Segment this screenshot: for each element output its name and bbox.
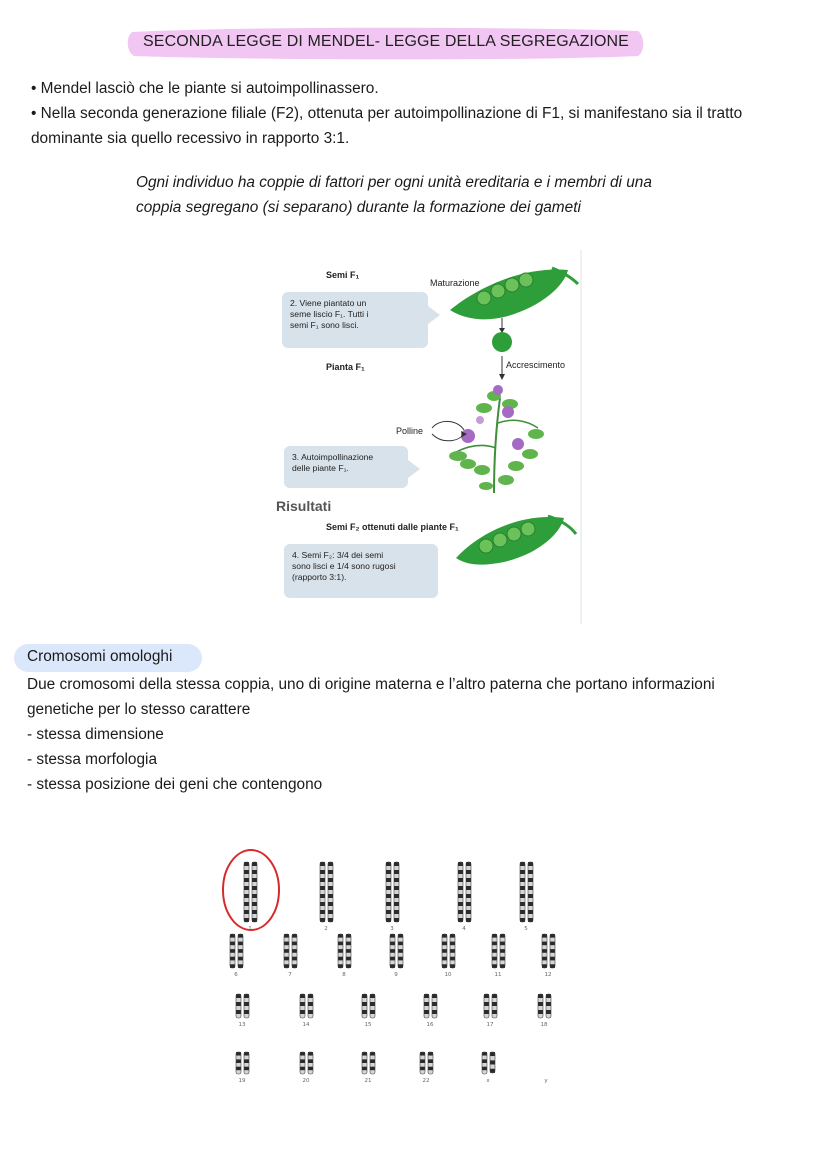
chromosome-number: 9 <box>394 972 398 978</box>
chromosome-number: 5 <box>524 926 528 932</box>
chromosome-pair <box>424 994 437 1028</box>
chromosome-number: 10 <box>444 972 452 978</box>
callout-3-line-1: 3. Autoimpollinazione <box>292 452 374 462</box>
chromosome-pair <box>420 1052 433 1084</box>
label-polline: Polline <box>396 426 424 436</box>
chromosome-pair <box>300 994 313 1028</box>
chromosome-number: 13 <box>238 1022 246 1028</box>
chromosome-pair <box>442 934 455 978</box>
chromosome-number: 12 <box>544 972 552 978</box>
callout-step-3 <box>284 446 408 488</box>
label-semi-f2: Semi F₂ ottenuti dalle piante F₁ <box>326 522 459 532</box>
chromosome-pair <box>484 994 497 1028</box>
highlight-circle <box>223 850 279 930</box>
chromosome-number: 14 <box>302 1022 310 1028</box>
callout-step-2 <box>282 292 428 348</box>
segregation-statement <box>136 170 736 220</box>
chromosome-pair <box>538 994 551 1028</box>
chromosome-pair <box>482 1052 495 1084</box>
label-pianta-f1: Pianta F₁ <box>326 362 365 372</box>
label-risultati: Risultati <box>276 498 332 514</box>
chromosome-pair <box>236 1052 249 1084</box>
pea-pod-top-icon <box>450 268 578 319</box>
chromosome-number: 8 <box>342 972 346 978</box>
chromosome-number: 4 <box>462 926 466 932</box>
chromosome-number: 18 <box>540 1022 548 1028</box>
chromosome-number: 2 <box>324 926 328 932</box>
chromosome-pair <box>236 994 249 1028</box>
chromosome-number: 19 <box>238 1078 246 1084</box>
callout-2-line-1: 2. Viene piantato un <box>290 298 367 308</box>
chromosome-number: 6 <box>234 972 238 978</box>
chromosome-number: 21 <box>364 1078 372 1084</box>
label-accrescimento: Accrescimento <box>506 360 566 370</box>
quote-line-2: coppia segregano (si separano) durante la formazione dei gameti <box>136 199 581 216</box>
seed-icon <box>492 332 512 352</box>
label-maturazione: Maturazione <box>430 278 480 288</box>
property-gene-position: - stessa posizione dei geni che contengono <box>27 776 323 793</box>
callout-2-line-2: seme liscio F₁. Tutti i <box>290 309 369 319</box>
karyotype-image <box>214 842 580 1098</box>
callout-step-4 <box>284 544 438 598</box>
pea-pod-bottom-icon <box>456 516 576 565</box>
callout-2-line-3: semi F₁ sono lisci. <box>290 320 359 330</box>
chromosome-number: 16 <box>426 1022 434 1028</box>
chromosome-pair <box>544 1078 548 1084</box>
mendel-f2-figure <box>272 248 584 626</box>
property-morphology: - stessa morfologia <box>27 751 158 768</box>
definition-line-2: genetiche per lo stesso carattere <box>27 701 251 718</box>
chromosome-number: 22 <box>422 1078 430 1084</box>
chromosome-pair <box>458 862 471 932</box>
callout-tail <box>428 306 440 324</box>
chromosome-pair <box>362 1052 375 1084</box>
callout-4-line-3: (rapporto 3:1). <box>292 572 347 582</box>
chromosome-number: x <box>486 1078 490 1084</box>
page-title: SECONDA LEGGE DI MENDEL- LEGGE DELLA SEGREGAZIONE <box>143 33 629 50</box>
chromosome-pair <box>520 862 533 932</box>
chromosome-pair <box>230 934 243 978</box>
chromosome-pair <box>390 934 403 978</box>
definition-line-1: Due cromosomi della stessa coppia, uno di origine materna e l’altro paterna che portano informazioni <box>27 676 715 693</box>
chromosome-number: 1 <box>248 926 252 932</box>
bullet-1: • Mendel lasciò che le piante si autoimpollinassero. <box>31 80 379 97</box>
chromosome-pair <box>362 994 375 1028</box>
chromosome-number: 20 <box>302 1078 310 1084</box>
chromosome-pair <box>300 1052 313 1084</box>
callout-3-line-2: delle piante F₁. <box>292 463 349 473</box>
callout-tail <box>408 460 420 478</box>
chromosome-pair <box>492 934 505 978</box>
chromosome-pair <box>244 862 257 932</box>
callout-4-line-2: sono lisci e 1/4 sono rugosi <box>292 561 396 571</box>
chromosome-pair <box>320 862 333 932</box>
chromosome-pair <box>542 934 555 978</box>
label-semi-f1: Semi F₁ <box>326 270 360 280</box>
chromosome-number: 3 <box>390 926 394 932</box>
chromosome-number: y <box>544 1078 548 1084</box>
quote-line-1: Ogni individuo ha coppie di fattori per ogni unità ereditaria e i membri di una <box>136 174 652 191</box>
chromosome-number: 11 <box>494 972 502 978</box>
chromosome-pair <box>386 862 399 932</box>
section-heading: Cromosomi omologhi <box>27 648 173 665</box>
chromosome-pair <box>338 934 351 978</box>
bullet-2: • Nella seconda generazione filiale (F2), ottenuta per autoimpollinazione di F1, si manifestano sia il tratto <box>31 105 743 122</box>
property-size: - stessa dimensione <box>27 726 164 743</box>
chromosome-pair <box>284 934 297 978</box>
chromosome-number: 17 <box>486 1022 494 1028</box>
chromosome-number: 7 <box>288 972 292 978</box>
bullet-2-continued: dominante sia quello recessivo in rapporto 3:1. <box>31 130 350 147</box>
pea-plant-icon <box>449 385 544 493</box>
callout-4-line-1: 4. Semi F₂: 3/4 dei semi <box>292 550 384 560</box>
chromosome-number: 15 <box>364 1022 372 1028</box>
